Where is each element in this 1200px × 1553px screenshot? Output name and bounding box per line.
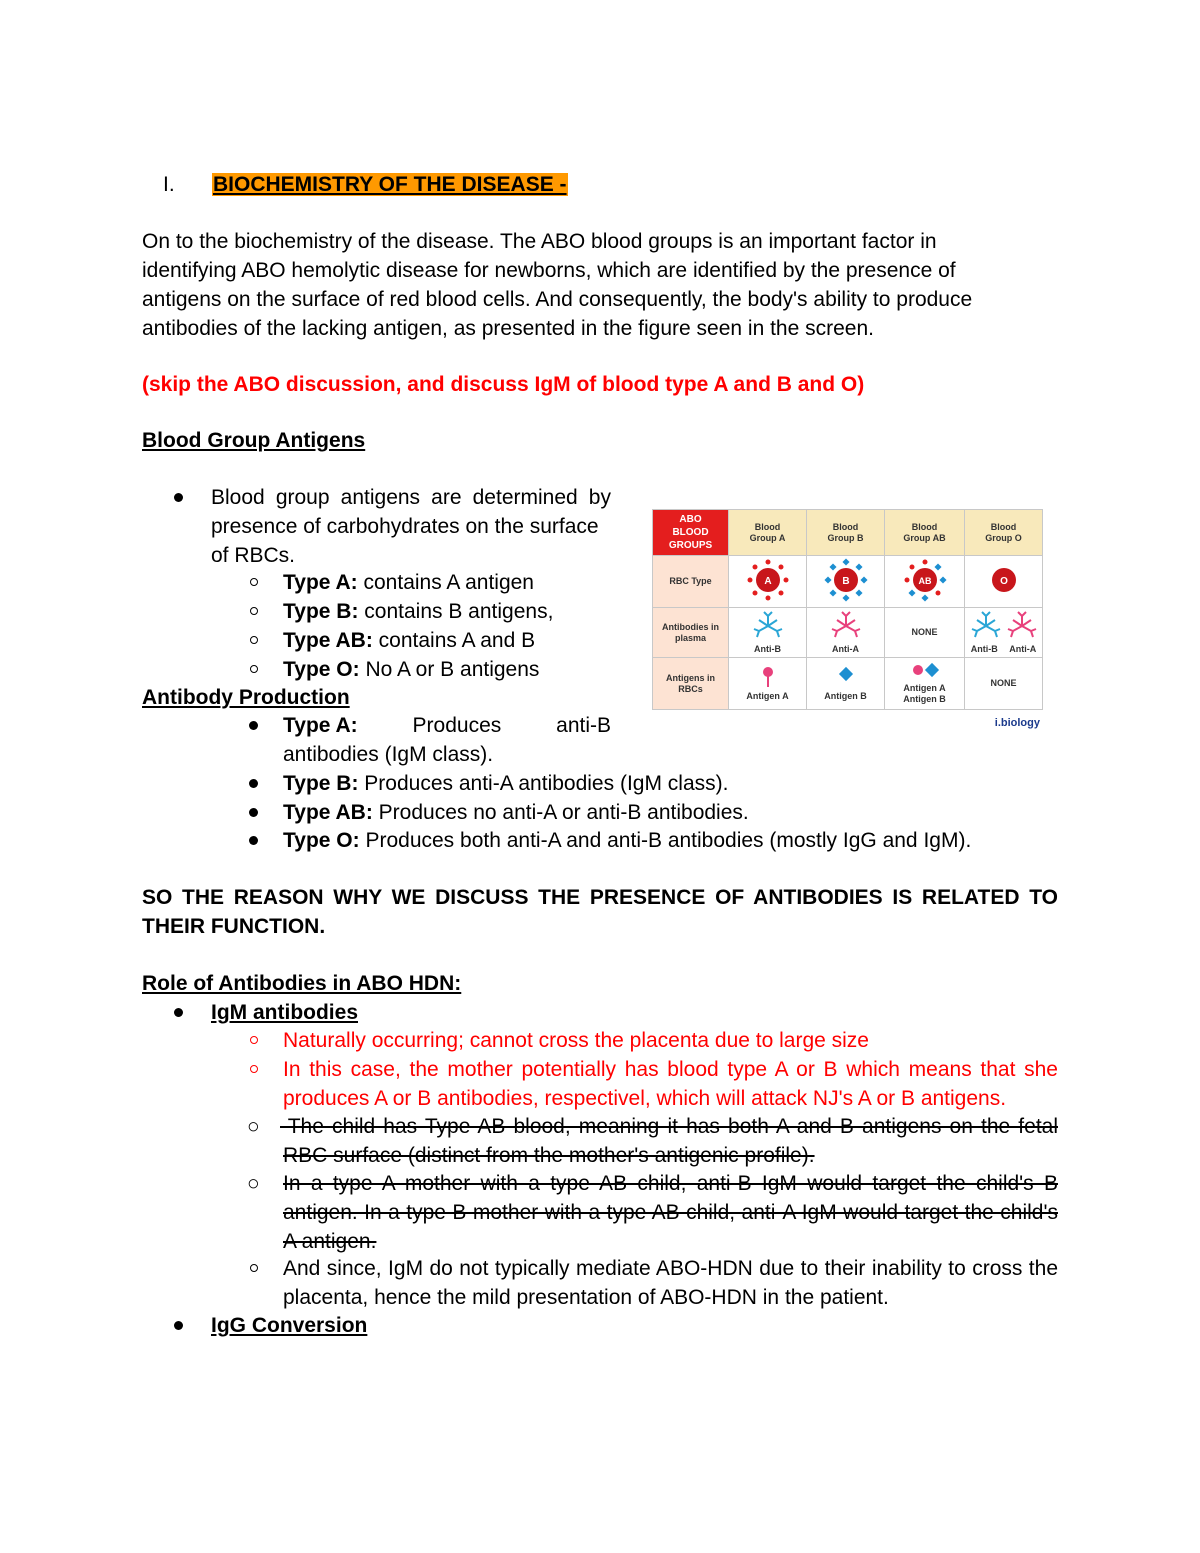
antigen-item-ab — [283, 626, 535, 655]
antibody-cell — [729, 608, 807, 658]
rbc-b-icon — [816, 556, 876, 604]
point-line: A antigen. — [283, 1230, 377, 1253]
column-header: Blood Group A — [729, 510, 807, 556]
igm-point-5 — [283, 1254, 1058, 1312]
anti-a-b-antibodies-icon — [968, 611, 1040, 641]
antibody-label: Anti-A — [1009, 643, 1037, 654]
abo-table — [652, 509, 1043, 710]
item-text: antibodies (IgM class). — [283, 743, 494, 766]
section-heading — [163, 170, 568, 199]
bullet-dot — [174, 493, 183, 502]
item-label: Type A: — [283, 714, 358, 737]
antigen-label: Antigen B — [903, 694, 946, 704]
igg-heading: IgG Conversion — [211, 1314, 368, 1337]
ibiology-logo: i.biology — [994, 717, 1040, 729]
antigen-a-icon — [758, 666, 778, 688]
igm-point-4 — [247, 1169, 1058, 1256]
antigen-a-b-icon — [907, 662, 943, 680]
column-header: Blood Group B — [807, 510, 885, 556]
none-label: NONE — [911, 627, 938, 637]
sub-bullet-ring — [250, 1036, 258, 1044]
antibody-cell — [965, 608, 1043, 658]
item-word: Produces — [412, 714, 502, 737]
antigen-label: Antigen B — [824, 690, 867, 701]
antigen-b-icon — [836, 666, 856, 688]
sub-bullet-ring — [250, 607, 258, 615]
antibody-cell — [885, 608, 965, 658]
anti-b-antibody-icon — [748, 611, 788, 641]
production-heading: Antibody Production — [142, 686, 350, 709]
point-line: antigen. In a type B mother with a type AB child, anti-A IgM would target the child's — [283, 1201, 1058, 1224]
rbc-cell — [807, 556, 885, 608]
bullet-dot — [174, 1321, 183, 1330]
rbc-o-icon — [974, 556, 1034, 604]
anti-a-antibody-icon — [826, 611, 866, 641]
none-label: NONE — [990, 678, 1017, 688]
igm-point-1: Naturally occurring; cannot cross the placenta due to large size — [283, 1029, 869, 1052]
reason-line: THEIR FUNCTION. — [142, 915, 326, 938]
reason-line: SO THE REASON WHY WE DISCUSS THE PRESENCE OF ANTIBODIES IS RELATED TO — [142, 886, 1058, 909]
item-text: No A or B antigens — [359, 658, 540, 681]
item-text: contains A and B — [372, 629, 536, 652]
rbc-cell — [729, 556, 807, 608]
igm-point-2 — [283, 1055, 1058, 1113]
row-header: RBC Type — [653, 556, 729, 608]
rbc-letter: B — [841, 576, 850, 587]
item-label: Type AB: — [283, 629, 373, 652]
rbc-letter: A — [763, 576, 772, 587]
row-header: Antibodies in plasma — [653, 608, 729, 658]
igm-point-3 — [247, 1112, 1058, 1170]
rbc-letter: O — [999, 576, 1008, 587]
production-item-a — [283, 711, 611, 769]
item-word: anti-B — [556, 714, 611, 737]
antigen-item-a — [283, 568, 534, 597]
item-label: Type B: — [283, 600, 359, 623]
section-title: BIOCHEMISTRY OF THE DISEASE - — [213, 173, 567, 196]
igm-heading: IgM antibodies — [211, 1001, 358, 1024]
intro-line: On to the biochemistry of the disease. The ABO blood groups is an important factor in — [142, 230, 937, 253]
antigen-item-b — [283, 597, 553, 626]
point-line: placenta, hence the mild presentation of ABO-HDN in the patient. — [283, 1286, 889, 1309]
sub-bullet-ring — [250, 578, 258, 586]
row-header: Antigens in RBCs — [653, 658, 729, 710]
antigens-bullet — [211, 483, 611, 570]
antibody-label: Anti-A — [832, 643, 859, 654]
production-item-b — [283, 769, 728, 798]
reason-paragraph — [142, 883, 1058, 941]
point-line: produces A or B antibodies, respectivel, which will attack NJ's A or B antigens. — [283, 1087, 1007, 1110]
sub-bullet-ring — [250, 1065, 258, 1073]
item-text: Produces both anti-A and anti-B antibodies (mostly IgG and IgM). — [359, 829, 972, 852]
table-corner: ABO BLOOD GROUPS — [653, 510, 729, 556]
item-text: Produces anti-A antibodies (IgM class). — [358, 772, 729, 795]
point-line: ○ The child has Type AB blood, meaning it has both A and B antigens on the fetal — [247, 1115, 1058, 1138]
production-item-ab — [283, 798, 749, 827]
antigen-cell — [885, 658, 965, 710]
intro-paragraph — [142, 227, 1062, 343]
item-label: Type B: — [283, 772, 359, 795]
skip-note: (skip the ABO discussion, and discuss IgM of blood type A and B and O) — [142, 373, 865, 396]
antigen-cell — [965, 658, 1043, 710]
antigens-heading: Blood Group Antigens — [142, 429, 366, 452]
antibody-cell — [807, 608, 885, 658]
column-header: Blood Group O — [965, 510, 1043, 556]
antigen-label: Antigen A — [903, 683, 946, 693]
bullet-dot — [249, 836, 258, 845]
point-line: RBC surface (distinct from the mother's antigenic profile). — [283, 1144, 815, 1167]
abo-blood-groups-figure — [652, 509, 1044, 731]
section-number: I. — [163, 173, 175, 196]
column-header: Blood Group AB — [885, 510, 965, 556]
item-text: contains B antigens, — [358, 600, 554, 623]
item-label: Type AB: — [283, 801, 373, 824]
item-text: Produces no anti-A or anti-B antibodies. — [372, 801, 749, 824]
intro-line: antigens on the surface of red blood cells. And consequently, the body's ability to produce — [142, 288, 973, 311]
sub-bullet-ring — [250, 1264, 258, 1272]
antigen-cell — [807, 658, 885, 710]
antigens-line: of RBCs. — [211, 544, 296, 567]
antibody-label: Anti-B — [754, 643, 781, 654]
rbc-a-icon — [738, 556, 798, 604]
bullet-dot — [249, 721, 258, 730]
item-label: Type O: — [283, 829, 360, 852]
item-label: Type O: — [283, 658, 360, 681]
antibody-label: Anti-B — [970, 643, 998, 654]
antigen-cell — [729, 658, 807, 710]
sub-bullet-ring — [250, 636, 258, 644]
intro-line: antibodies of the lacking antigen, as presented in the figure seen in the screen. — [142, 317, 874, 340]
rbc-letter: AB — [918, 576, 931, 586]
sub-bullet-ring — [250, 665, 258, 673]
antigens-line: presence of carbohydrates on the surface — [211, 515, 599, 538]
rbc-cell — [885, 556, 965, 608]
item-label: Type A: — [283, 571, 358, 594]
bullet-dot — [249, 779, 258, 788]
rbc-cell — [965, 556, 1043, 608]
point-line: ○ In a type A mother with a type AB child, anti-B IgM would target the child's B — [247, 1172, 1058, 1195]
point-line: And since, IgM do not typically mediate ABO-HDN due to their inability to cross the — [283, 1257, 1058, 1280]
bullet-dot — [174, 1008, 183, 1017]
production-item-o — [283, 826, 971, 855]
intro-line: identifying ABO hemolytic disease for newborns, which are identified by the presence of — [142, 259, 956, 282]
role-heading: Role of Antibodies in ABO HDN: — [142, 972, 462, 995]
antigens-line: Blood group antigens are determined by — [211, 486, 611, 509]
bullet-dot — [249, 808, 258, 817]
antigen-label: Antigen A — [746, 690, 789, 701]
point-line: In this case, the mother potentially has blood type A or B which means that she — [283, 1058, 1058, 1081]
rbc-ab-icon — [895, 556, 955, 604]
antigen-item-o — [283, 655, 539, 684]
item-text: contains A antigen — [357, 571, 534, 594]
